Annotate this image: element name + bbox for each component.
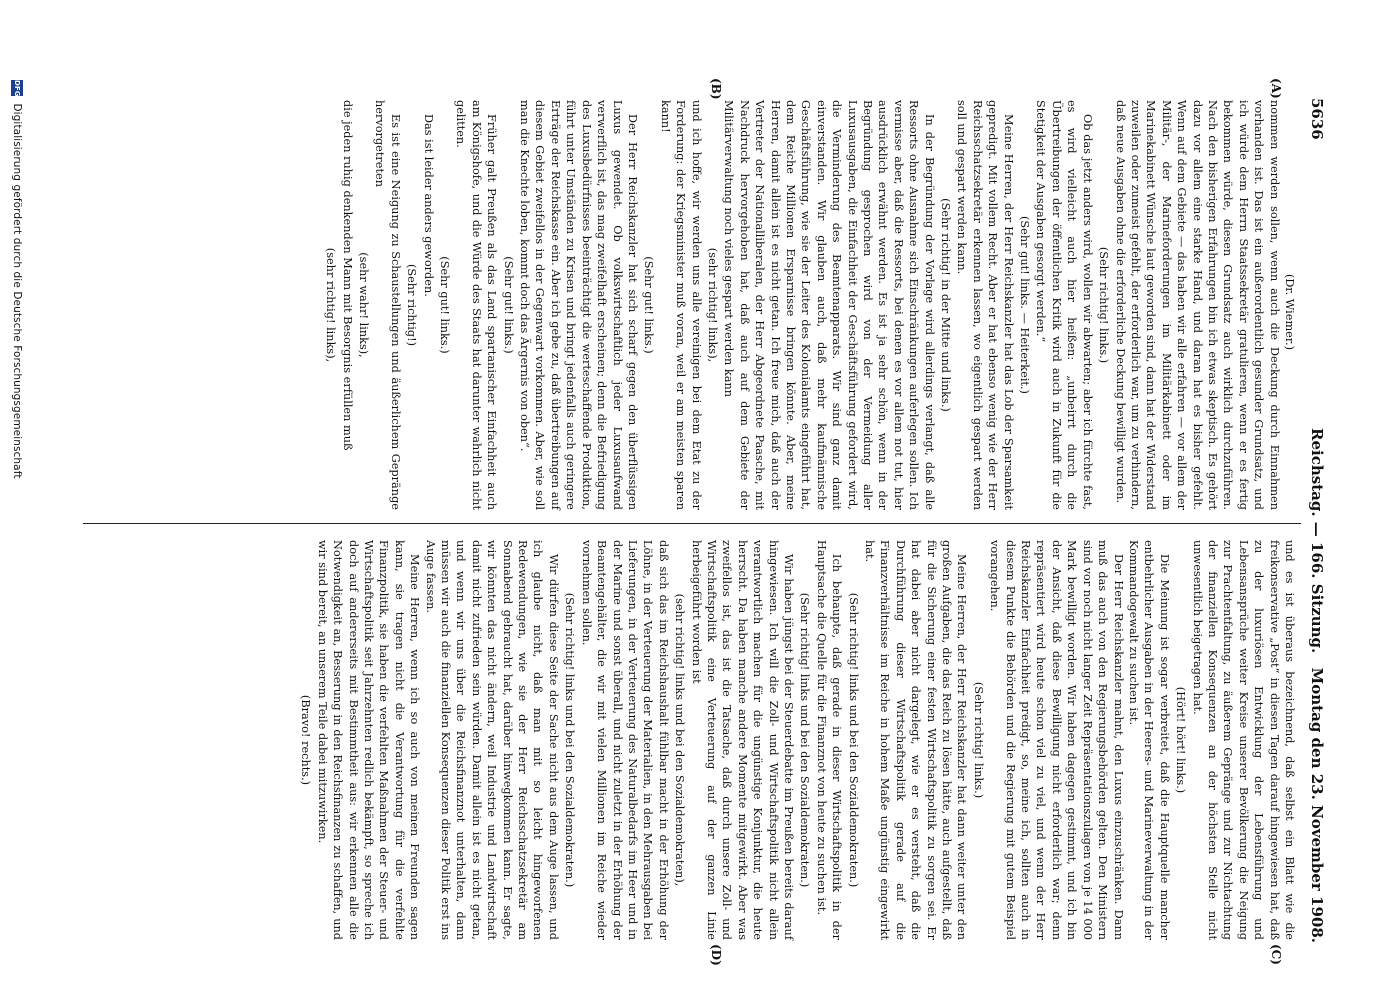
interjection: (sehr richtig! links),: [705, 247, 719, 363]
paragraph: nommen werden sollen, wenn auch die Deckung durch Einnahmen vorhanden ist. Das ist ein außerordentlich gesunder Grundsatz, und ich würde dem Herrn Staatssekretär gratulieren, wenn er es fertig bekommen würde, diesen Grundsatz auch wirklich durchzuführen. Nach den bisherigen Erfahrungen bin ich etwas skeptisch. Es gehört dazu vor allem eine starke Hand, und daran hat es bisher gefehlt. Wenn auf dem Gebiete — das haben wir alle erfahren — vor allem der Militär-, der Marineforderungen im Militärkabinett oder im Marinekabinett Wünsche laut geworden sind, dann hat der Widerstand zuweilen oder zumeist gefehlt, der erforderlich war, um zu verhindern, daß neue Ausgaben ohne die erforderliche Deckung bewilligt wurden.: [1113, 100, 1281, 510]
paragraph: und ich hoffe, wir werden uns alle vereinigen bei dem Etat zu der Forderung: der Kriegsminister muß voran, weil er am meisten sparen kann!: [658, 100, 703, 510]
page-number: 5636: [1308, 98, 1326, 140]
dfg-logo-icon: DFG: [13, 80, 21, 97]
interjection: (sehr richtig! links und bei den Sozialdemokraten),: [673, 593, 687, 887]
paragraph: Der Herr Reichskanzler hat sich scharf gegen den überflüssigen Luxus gewendet. Ob volkswirtschaftlich jeder Luxusaufwand verwerflich ist, das mag zweifelhaft erscheinen; denn die Befriedigung des Luxusbedürfnisses beeinträchtigt die werteschaffende Produktion, führt unter Umständen zu Krisen und bringt jedenfalls auch geringere Erträge der Reichskasse ein. Aber ich gebe zu, daß übertreibungen auf diesem Gebiet zweifellos in der Gegenwart vorkommen. Aber, wie soll man die Knechte loben, kommt doch das Ärgernis von oben“.: [518, 100, 639, 510]
paragraph: In der Begründung der Vorlage wird allerdings verlangt, daß alle Ressorts ohne Ausnahme sich Einschränkungen auferlegen sollen. Ich vermisse aber, daß die Ressorts, bei denen es vor allem not tut, hier ausdrücklich erwähnt werden. Es ist ja sehr schön, wenn in der Begründung gesprochen wird von der Vermeidung aller Luxusausgaben, die Einfachheit der Geschäftsführung gefordert wird, die Verminderung des Beamtenapparats. Wir sind ganz damit einverstanden. Wir glauben auch, daß mehr kaufmännische Geschäftsführung, wie sie der Leiter des Kolonialamts eingeführt hat, dem Reiche Millionen Ersparnisse bringen könnte. Aber, meine Herren, damit allein ist es nicht getan. Ich freue mich, daß auch der Vertreter der Nationalliberalen, der Herr Abgeordnete Paasche, mit Nachdruck hervorgehoben hat, daß auch auf dem Gebiete der Militärverwaltung noch vieles gespart werden kann: [722, 100, 936, 510]
interjection: (Sehr gut! links.): [438, 256, 452, 354]
interjection: (sehr richtig! links),: [324, 247, 338, 363]
column-right: [297, 540, 1297, 940]
paragraph: die jeden ruhig denkenden Mann mit Besorgnis erfüllen muß: [340, 100, 354, 451]
paragraph: Das ist leider anders geworden.: [421, 114, 435, 297]
interjection: (Sehr richtig! links und bei den Sozialdemokraten.): [563, 592, 577, 888]
column-divider: [83, 523, 1301, 524]
interjection: (Hört! hört! links.): [1174, 686, 1188, 794]
interjection: (Bravo! rechts.): [299, 694, 313, 786]
paragraph: Meine Herren, der Herr Reichskanzler hat dann weiter unter den großen Aufgaben, die das Reich zu lösen hätte, auch aufgestellt, daß für die Sicherung einer festen Wirtschaftspolitik zu sorgen sei. Er hat dabei aber nicht dargelegt, wie er es versteht, daß die Durchführung dieser Wirtschaftspolitik gerade auf die Finanzverhältnisse im Reiche in hohem Maße ungünstig eingewirkt hat.: [863, 540, 969, 940]
paragraph: Ich behaupte, daß gerade in dieser Wirtschaftspolitik in der Hauptsache die Quelle für die Finanznot von heute zu suchen ist.: [814, 540, 844, 940]
paragraph: Der Herr Reichskanzler mahnt, den Luxus einzuschränken. Dann muß das auch von den Regierungsbehörden gelten. Den Ministern sind vor noch nicht langer Zeit Repräsentationszulagen von je 14 000 Mark bewilligt worden. Wir haben dagegen gestimmt, und ich bin der Ansicht, daß diese Bewilligung nicht erforderlich war; denn repräsentiert wird heute schon viel zu viel, und wenn der Herr Reichskanzler Einfachheit predigt, so, meine ich, sollten auch in diesem Punkte die Behörden und die Regierung mit gutem Beispiel vorangehen.: [988, 540, 1125, 940]
interjection: (Sehr richtig! links und bei den Sozialdemokraten.): [846, 592, 860, 888]
column-left: [322, 100, 1297, 510]
interjection: (Sehr richtig! links.): [1097, 246, 1111, 364]
session-title: Reichstag. — 166. Sitzung.: [1308, 428, 1326, 654]
paragraph: Es ist eine Neigung zu Schaustellungen und äußerlichem Gepränge hervorgetreten: [373, 100, 402, 510]
funding-footer: [5, 80, 23, 980]
interjection: (sehr wahr! links),: [357, 252, 371, 358]
paragraph: Wir dürfen diese Seite der Sache nicht aus dem Auge lassen, und ich glaube nicht, daß man mit so leicht hingeworfenen Redewendungen, wie sie der Herr Reichsschatzsekretär am Sonnabend gebraucht hat, darüber hinwegkommen kann. Er sagte, wir könnten das nicht ändern, weil Industrie und Landwirtschaft damit nicht zufrieden sein würden. Damit allein ist es nicht getan, und wenn wir uns über die Reichsfinanznot unterhalten, dann müssen wir auch die finanziellen Konsequenzen dieser Politik erst ins Auge fassen.: [423, 540, 560, 940]
session-date: Montag den 23. November 1908.: [1308, 667, 1326, 943]
paragraph: Wir haben jüngst bei der Steuerdebatte im Preußen bereits darauf hingewiesen. Ich will die Zoll- und Wirtschaftspolitik nicht allein verantwortlich machen für die ungünstige Konjunktur, die heute herrscht. Da haben manche andere Momente mitgewirkt. Aber was zweifellos ist, das ist die Tatsache, daß durch unsere Zoll- und Wirtschaftspolitik eine Verteuerung auf der ganzen Linie herbeigeführt worden ist: [689, 540, 795, 940]
paragraph: Ob das jetzt anders wird, wollen wir abwarten; aber ich fürchte fast, es wird vielleicht auch hier heißen: „unbeirrt durch die Übertreibungen der öffentlichen Kritik wird auch in Zukunft für die Stetigkeit der Ausgaben gesorgt werden.“: [1034, 100, 1094, 510]
paragraph: Die Meinung ist sogar verbreitet, daß die Hauptquelle mancher entbehrlicher Ausgaben in der Heeres- und Marineverwaltung in der Kommandogewalt zu suchen ist.: [1126, 540, 1171, 940]
interjection: (Sehr gut! links. — Heiterkeit.): [1018, 216, 1032, 394]
page-header: [1300, 98, 1328, 943]
margin-marker-a: (A): [1269, 78, 1283, 99]
interjection: (Sehr richtig! links.): [971, 681, 985, 799]
paragraph: und es ist überaus bezeichnend, daß selbst ein Blatt wie die freikonservative „Post“ in diesen Tagen darauf hingewiesen hat, daß zu der luxuriösen Entwicklung der Lebensführung und Lebensansprüche weiter Kreise unserer Bevölkerung die Neigung zur Prachtentfaltung, zu äußerem Gepränge und zur Nichtachtung der finanziellen Konsequenzen an der höchsten Stelle nicht unwesentlich beigetragen hat.: [1190, 540, 1296, 940]
interjection: (Sehr gut! links.): [642, 256, 656, 354]
paragraph: Früher galt Preußen als das Land spartanischer Einfachheit auch am Königshofe, und die Würde des Staats hat darunter wahrlich nicht gelitten.: [454, 100, 499, 510]
margin-marker-c: (C): [1269, 944, 1283, 965]
margin-marker-d: (D): [709, 944, 723, 966]
interjection: (Sehr gut! links.): [501, 256, 515, 354]
funding-note: Digitalisierung gefördert durch die Deutsche Forschungsgemeinschaft: [11, 103, 23, 479]
paragraph: daß sich das im Reichshaushalt fühlbar macht in der Erhöhung der Löhne, in der Verteuerung der Materialien, in den Mehrausgaben bei Lieferungen, in der Verteuerung des Naturalbedarfs im Heer und in der Marine und sonst überall, und nicht zuletzt in der Erhöhung der Beamtengehälter, die wir mit vielen Millionen im Reiche wieder vornehmen sollen.: [579, 540, 670, 940]
interjection: (Sehr richtig!): [405, 263, 419, 347]
speaker-name: (Dr. Wiemer.): [1283, 273, 1296, 351]
margin-marker-b: (B): [709, 78, 723, 100]
paragraph: Meine Herren, wenn ich so auch von meinen Freunden sagen kann, sie tragen nicht die Verantwortung für die verfehlte Finanzpolitik, sie haben die verfehlten Maßnahmen der Steuer- und Wirtschaftspolitik seit Jahrzehnten redlich bekämpft, so spreche ich doch auf andererseits mit Bestimmtheit aus: wir erkennen alle die Notwendigkeit an, Besserung in den Reichsfinanzen zu schaffen, und wir sind bereit, an unserem Teile dabei mitzuwirken.: [315, 540, 422, 940]
paragraph: Meine Herren, der Herr Reichskanzler hat das Lob der Sparsamkeit gepredigt. Mit vollem Recht. Aber er hat ebenso wenig wie der Herr Reichsschatzsekretär erkennen lassen, wo eigentlich gespart werden soll und gespart werden kann.: [955, 100, 1015, 510]
interjection: (Sehr richtig! in der Mitte und links.): [939, 198, 953, 412]
interjection: (Sehr richtig! links und bei den Sozialdemokraten.): [798, 592, 812, 888]
